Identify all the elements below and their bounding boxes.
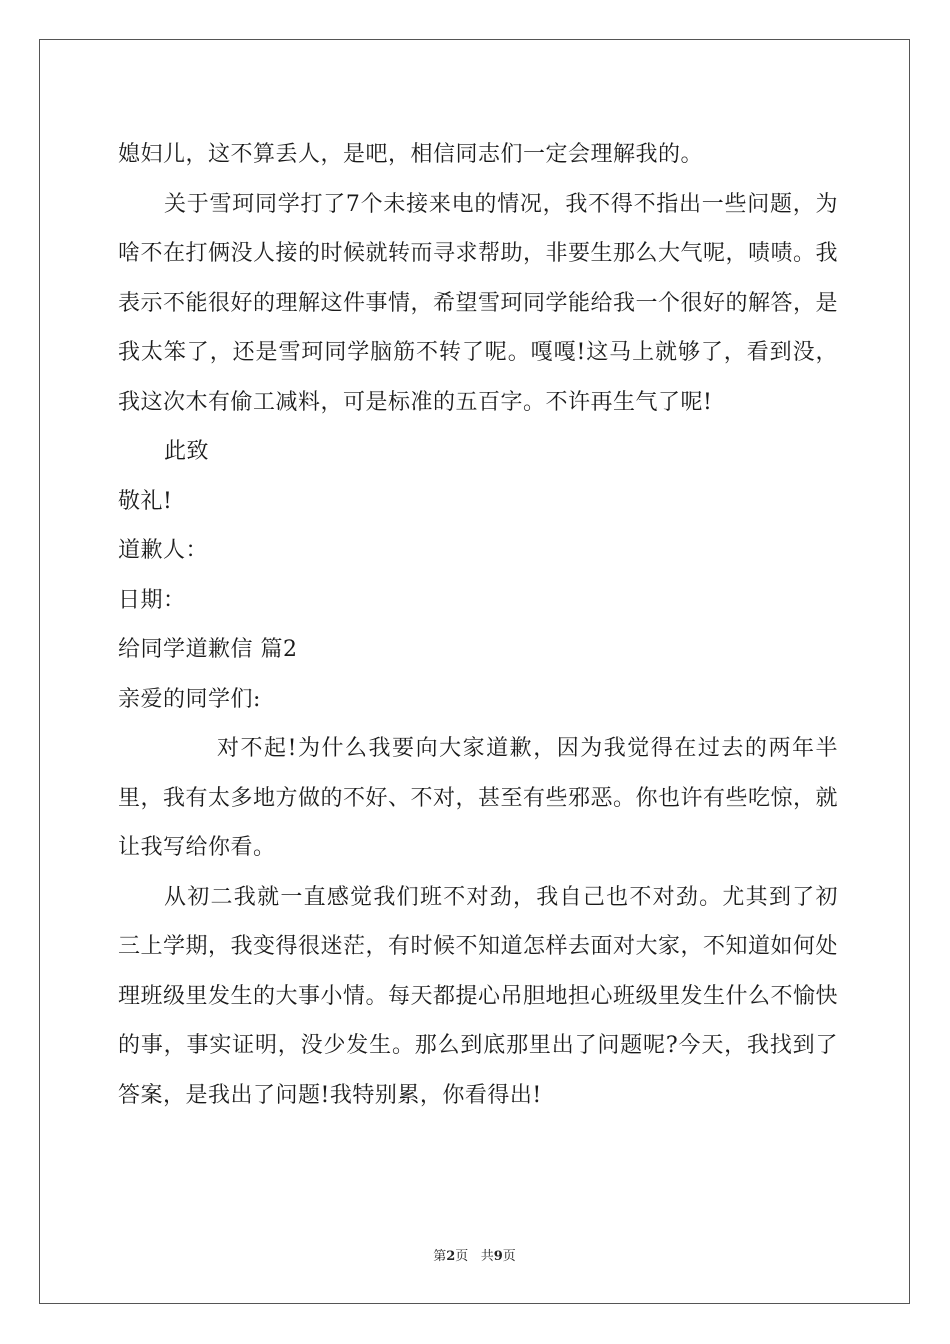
paragraph-3: 对不起!为什么我要向大家道歉，因为我觉得在过去的两年半里，我有太多地方做的不好、不对，甚至有些邪恶。你也许有些吃惊，就让我写给你看。 (118, 736, 839, 860)
footer-total-prefix: 共 (480, 1249, 494, 1264)
apologizer-label: 道歉人： (118, 538, 209, 563)
date-label: 日期： (118, 587, 186, 613)
closing-salutation: 此致 (164, 439, 210, 464)
greeting: 亲爱的同学们: (118, 686, 261, 712)
paragraph-2: 关于雪珂同学打了7个未接来电的情况，我不得不指出一些问题，为啥不在打俩没人接的时候就转而寻求帮助，非要生那么大气呢，啧啧。我表示不能很好的理解这件事情，希望雪珂同学能给我一个很好的解答，是我太笨了，还是雪珂同学脑筋不转了呢。嘎嘎!这马上就够了，看到没，我这次木有偷工减料，可是标准的五百字。不许再生气了呢! (118, 191, 839, 415)
closing-regards: 敬礼! (118, 488, 173, 514)
page-footer (40, 1245, 909, 1264)
footer-total-pages: 9 (493, 1249, 503, 1264)
footer-prefix: 第 (433, 1249, 447, 1264)
paragraph-1: 媳妇儿，这不算丢人，是吧，相信同志们一定会理解我的。 (118, 142, 704, 167)
footer-page-number: 2 (446, 1249, 456, 1264)
paragraph-4: 从初二我就一直感觉我们班不对劲，我自己也不对劲。尤其到了初三上学期，我变得很迷茫，有时候不知道怎样去面对大家，不知道如何处理班级里发生的大事小情。每天都提心吊胆地担心班级里发生什么不愉快的事，事实证明，没少发生。那么到底那里出了问题呢?今天，我找到了答案，是我出了问题!我特别累，你看得出! (118, 884, 839, 1108)
document-page (39, 39, 910, 1304)
document-body (118, 130, 838, 1120)
section-title: 给同学道歉信 篇2 (118, 637, 298, 662)
footer-page-suffix: 页 (455, 1249, 469, 1264)
footer-total-suffix: 页 (502, 1249, 516, 1264)
